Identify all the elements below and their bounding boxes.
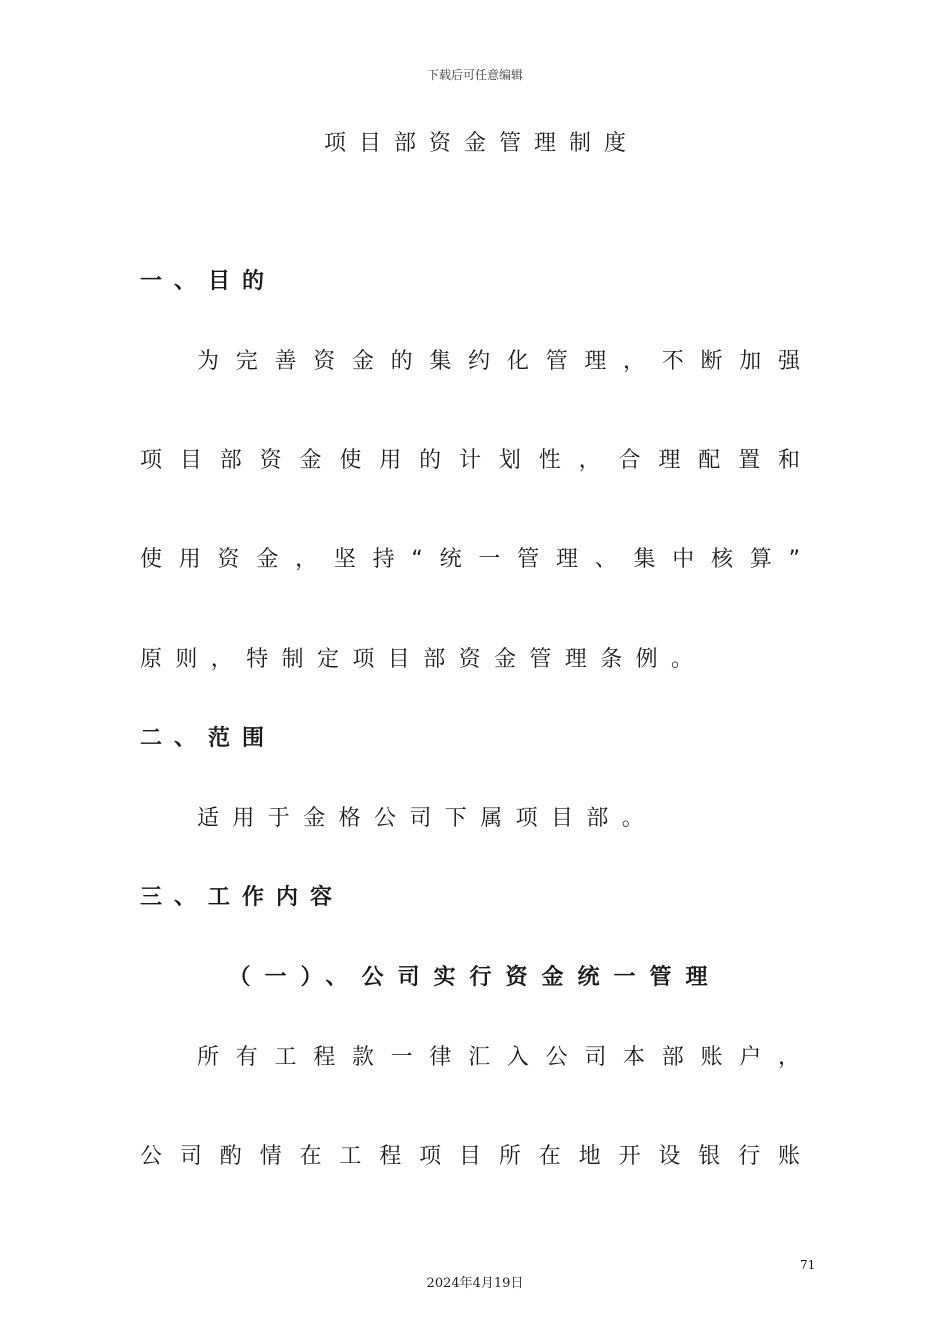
paragraph-line: 公司酌情在工程项目所在地开设银行账 <box>140 1144 800 1169</box>
subsection-heading: （一）、公司实行资金统一管理 <box>228 965 722 990</box>
section-heading-scope: 二、范围 <box>140 726 277 751</box>
paragraph-line: 所有工程款一律汇入公司本部账户， <box>197 1045 800 1070</box>
section-heading-work-content: 三、工作内容 <box>140 885 345 910</box>
paragraph-line: 原则，特制定项目部资金管理条例。 <box>140 647 707 672</box>
footer-date: 2024年4月19日 <box>426 1276 524 1291</box>
paragraph-line: 为完善资金的集约化管理，不断加强 <box>197 349 800 374</box>
paragraph-line: 使用资金，坚持“统一管理、集中核算” <box>140 547 800 572</box>
page-number: 71 <box>800 1258 816 1272</box>
section-heading-purpose: 一、目的 <box>140 269 277 294</box>
paragraph-line: 项目部资金使用的计划性，合理配置和 <box>140 448 800 473</box>
header-note: 下载后可任意编辑 <box>426 68 523 82</box>
document-title: 项目部资金管理制度 <box>323 131 639 156</box>
paragraph-line: 适用于金格公司下属项目部。 <box>197 806 658 831</box>
